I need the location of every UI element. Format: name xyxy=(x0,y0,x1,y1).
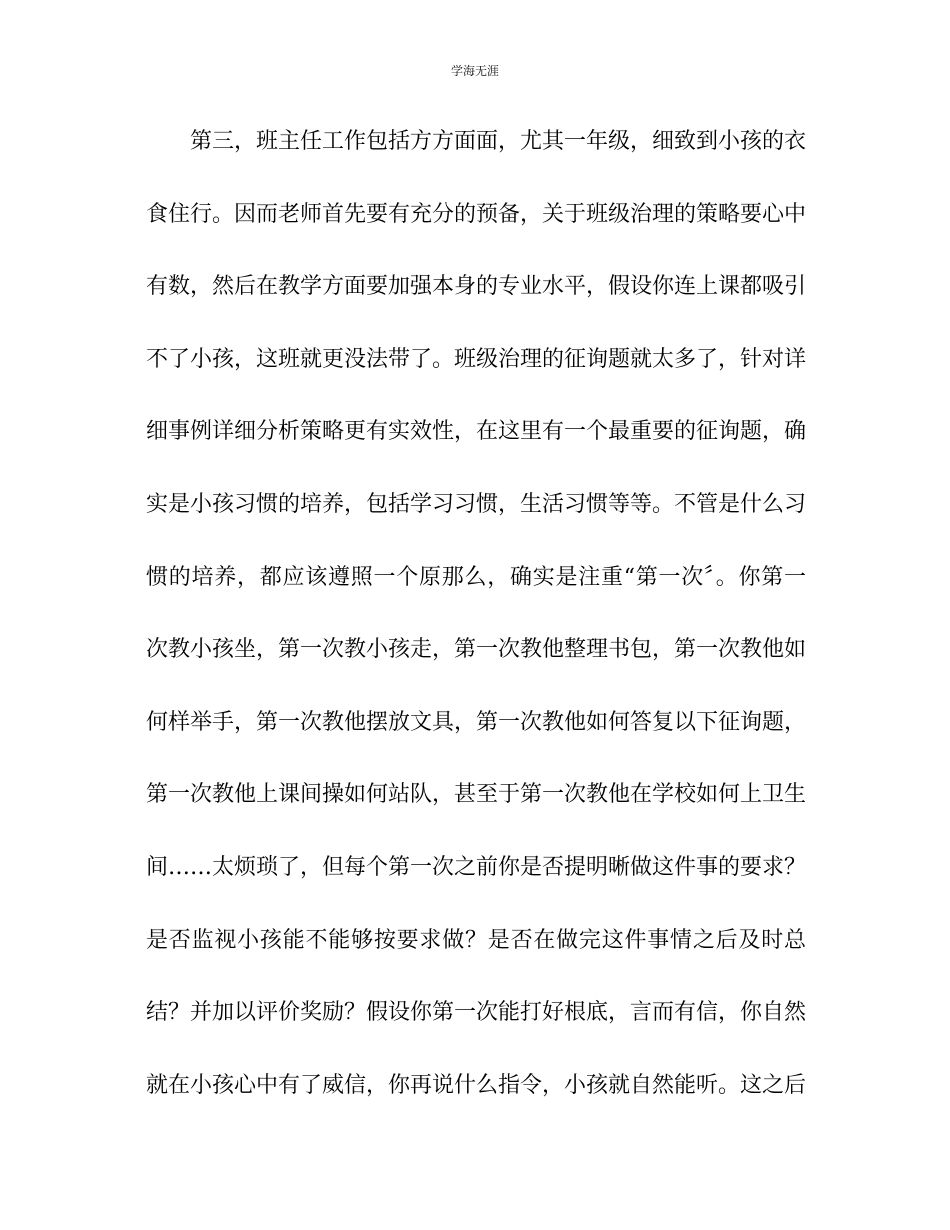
text-line: 第一次教他上课间操如何站队，甚至于第一次教他在学校如何上卫生 xyxy=(146,782,806,808)
text-line: 何样举手，第一次教他摆放文具，第一次教他如何答复以下征询题， xyxy=(146,709,806,735)
text-line: 间……太烦琐了，但每个第一次之前你是否提明晰做这件事的要求？ xyxy=(146,854,806,880)
text-line: 有数，然后在教学方面要加强本身的专业水平，假设你连上课都吸引 xyxy=(146,274,806,300)
page-header: 学海无涯 xyxy=(450,64,499,78)
text-line: 结？并加以评价奖励？假设你第一次能打好根底，言而有信，你自然 xyxy=(146,1000,806,1026)
text-line: 不了小孩，这班就更没法带了。班级治理的征询题就太多了，针对详 xyxy=(146,346,806,372)
text-line: 是否监视小孩能不能够按要求做？是否在做完这件事情之后及时总 xyxy=(146,927,806,953)
text-line: 惯的培养，都应该遵照一个原那么，确实是注重“第一次〞。你第一 xyxy=(146,564,806,590)
text-line: 就在小孩心中有了威信，你再说什么指令，小孩就自然能听。这之后 xyxy=(146,1072,806,1098)
text-line: 实是小孩习惯的培养，包括学习习惯，生活习惯等等。不管是什么习 xyxy=(146,491,806,517)
text-line: 细事例详细分析策略更有实效性，在这里有一个最重要的征询题，确 xyxy=(146,419,806,445)
text-line: 第三，班主任工作包括方方面面，尤其一年级，细致到小孩的衣 xyxy=(190,129,806,154)
body-paragraph xyxy=(146,122,806,1138)
text-line: 次教小孩坐，第一次教小孩走，第一次教他整理书包，第一次教他如 xyxy=(146,637,806,663)
text-line: 食住行。因而老师首先要有充分的预备，关于班级治理的策略要心中 xyxy=(146,201,806,227)
